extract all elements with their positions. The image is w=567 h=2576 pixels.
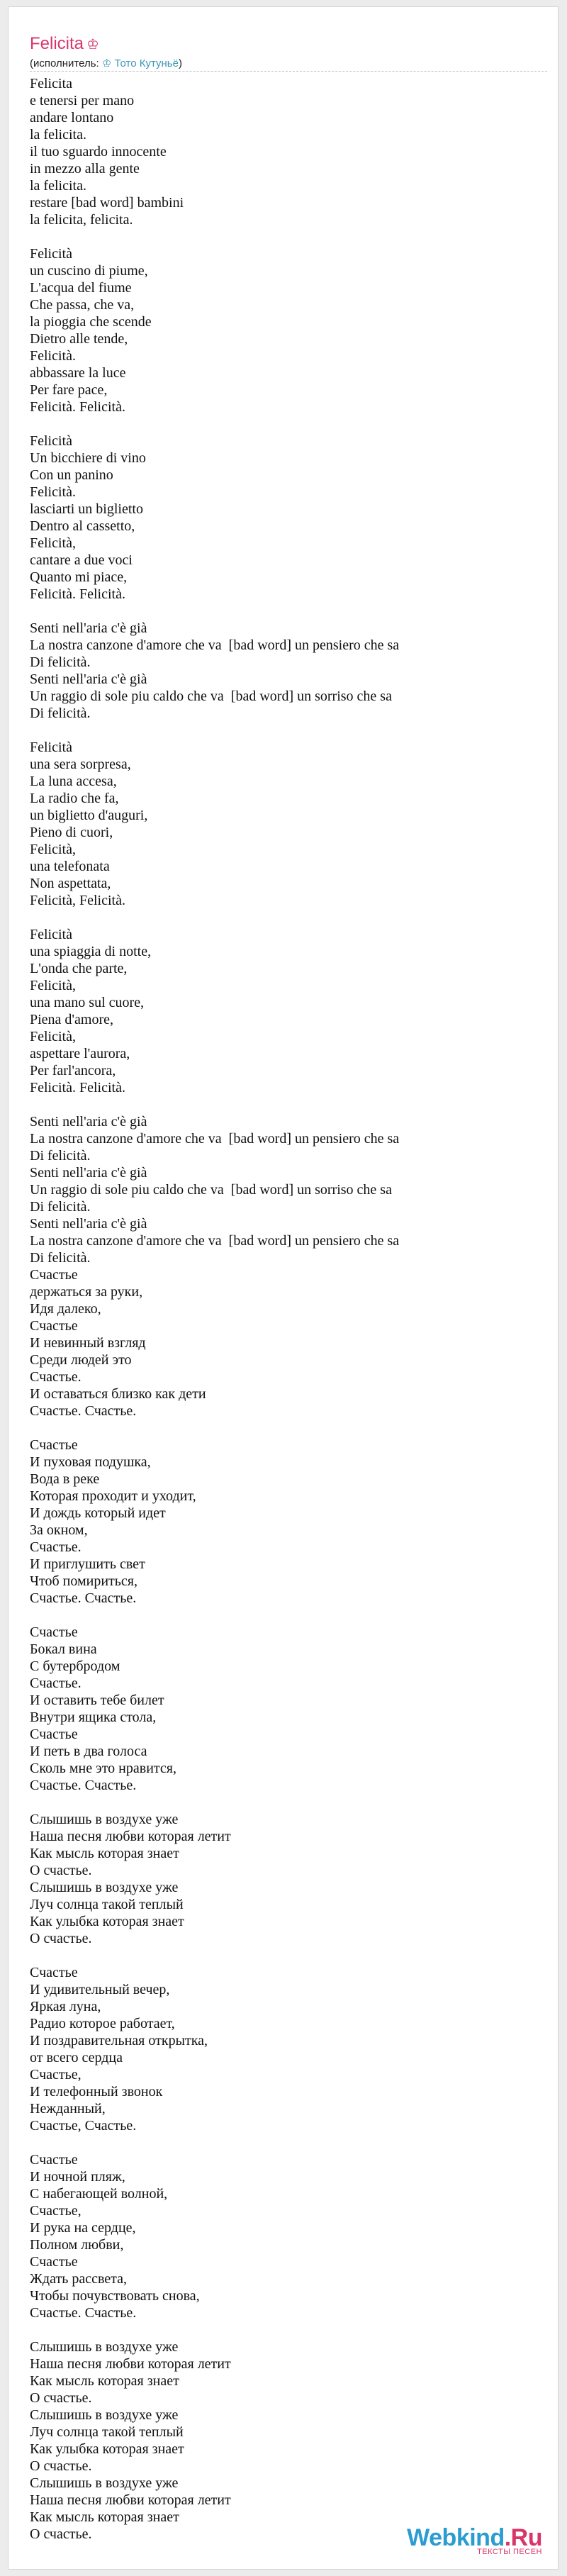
- lyrics-blank-line: [30, 416, 547, 433]
- artist-name: Тото Кутуньё: [114, 57, 179, 69]
- lyrics-line: Счастье,: [30, 2067, 82, 2082]
- artist-line: [30, 57, 547, 72]
- lyrics-line: Счастье. Счастье.: [30, 1403, 137, 1419]
- lyrics-line: Среди людей это: [30, 1352, 132, 1368]
- lyrics-line: Senti nell'aria c'è già: [30, 620, 147, 636]
- lyrics-line: Felicità: [30, 246, 72, 262]
- lyrics-line: И дождь который идет: [30, 1505, 166, 1521]
- lyrics-line: Идя далеко,: [30, 1301, 101, 1317]
- lyrics-line: Как улыбка которая знает: [30, 2441, 184, 2457]
- lyrics-line: И рука на сердце,: [30, 2220, 136, 2236]
- lyrics-line: Яркая луна,: [30, 1999, 101, 2014]
- song-title: [30, 34, 99, 54]
- lyrics-line: Di felicità.: [30, 706, 91, 721]
- lyrics-line: И приглушить свет: [30, 1556, 145, 1572]
- lyrics-line: О счастье.: [30, 2526, 92, 2542]
- lyrics-line: Felicità.: [30, 484, 76, 500]
- logo-brand-main: Webkind: [407, 2524, 505, 2551]
- lyrics-line: Di felicità.: [30, 1148, 91, 1164]
- lyrics-line: una mano sul cuore,: [30, 995, 145, 1010]
- lyrics-line: lasciarti un biglietto: [30, 501, 143, 517]
- lyrics-line: La nostra canzone d'amore che va [bad word] un pensiero che sa: [30, 1233, 400, 1249]
- lyrics-line: Senti nell'aria c'è già: [30, 1114, 147, 1130]
- lyrics-line: Felicità,: [30, 842, 76, 857]
- lyrics-line: И невинный взгляд: [30, 1335, 146, 1351]
- lyrics-line: Счастье.: [30, 1675, 82, 1691]
- lyrics-line: cantare a due voci: [30, 552, 133, 568]
- lyrics-line: Слышишь в воздухе уже: [30, 2407, 179, 2423]
- lyrics-line: Чтобы почувствовать снова,: [30, 2288, 200, 2304]
- lyrics-line: La nostra canzone d'amore che va [bad word] un pensiero che sa: [30, 637, 400, 653]
- lyrics-line: Радио которое работает,: [30, 2016, 175, 2031]
- lyrics-line: Сколь мне это нравится,: [30, 1761, 176, 1776]
- lyrics-line: Счастье.: [30, 1369, 82, 1385]
- lyrics-line: Felicità: [30, 433, 72, 449]
- lyrics-line: Слышишь в воздухе уже: [30, 2475, 179, 2491]
- lyrics-line: Di felicità.: [30, 1250, 91, 1266]
- lyrics-blank-line: [30, 2134, 547, 2151]
- lyrics-line: Felicità: [30, 740, 72, 755]
- lyrics-line: Che passa, che va,: [30, 297, 135, 313]
- lyrics-line: Счастье: [30, 1318, 78, 1334]
- lyrics-line: Un bicchiere di vino: [30, 450, 146, 466]
- lyrics-line: La radio che fa,: [30, 791, 119, 806]
- lyrics-line: la felicita, felicita.: [30, 212, 133, 228]
- lyrics-blank-line: [30, 603, 547, 620]
- lyrics-line: restare [bad word] bambini: [30, 195, 184, 211]
- lyrics-line: Pieno di cuori,: [30, 825, 113, 840]
- lyrics-line: Счастье: [30, 1437, 78, 1453]
- lyrics-blank-line: [30, 1947, 547, 1964]
- lyrics-line: la felicita.: [30, 127, 86, 143]
- lyrics-line: andare lontano: [30, 110, 114, 126]
- lyrics-line: За окном,: [30, 1522, 88, 1538]
- lyrics-blank-line: [30, 1420, 547, 1437]
- lyrics-line: Как мысль которая знает: [30, 2509, 179, 2525]
- lyrics-line: Dietro alle tende,: [30, 331, 128, 347]
- lyrics-line: La luna accesa,: [30, 774, 117, 789]
- lyrics-line: Счастье: [30, 1965, 78, 1980]
- lyrics-line: Felicità. Felicità.: [30, 1080, 125, 1095]
- lyrics-line: Di felicità.: [30, 1199, 91, 1215]
- crown-icon: ♔: [86, 37, 99, 52]
- logo-tagline: ТЕКСТЫ ПЕСЕН: [477, 2548, 542, 2556]
- artist-prefix: (исполнитель:: [30, 57, 102, 69]
- lyrics-line: Слышишь в воздухе уже: [30, 1880, 179, 1895]
- lyrics-line: Которая проходит и уходит,: [30, 1488, 196, 1504]
- lyrics-line: Счастье: [30, 1624, 78, 1640]
- lyrics-line: Con un panino: [30, 467, 113, 483]
- lyrics-line: abbassare la luce: [30, 365, 126, 381]
- song-title-text: Felicita: [30, 34, 84, 53]
- lyrics-line: Как мысль которая знает: [30, 2373, 179, 2389]
- lyrics-line: И поздравительная открытка,: [30, 2033, 208, 2048]
- lyrics-line: Счастье: [30, 1727, 78, 1742]
- lyrics-line: Слышишь в воздухе уже: [30, 2339, 179, 2355]
- lyrics-line: Счастье. Счастье.: [30, 1778, 137, 1793]
- lyrics-line: Felicita: [30, 76, 72, 91]
- lyrics-line: Di felicità.: [30, 654, 91, 670]
- lyrics-line: Как мысль которая знает: [30, 1846, 179, 1861]
- lyrics-line: Счастье.: [30, 1539, 82, 1555]
- lyrics-line: un biglietto d'auguri,: [30, 808, 148, 823]
- lyrics-blank-line: [30, 1607, 547, 1624]
- lyrics-line: la felicita.: [30, 178, 86, 194]
- lyrics-line: Наша песня любви которая летит: [30, 2356, 231, 2372]
- lyrics-line: Слышишь в воздухе уже: [30, 1812, 179, 1827]
- lyrics-line: Внутри ящика стола,: [30, 1710, 157, 1725]
- lyrics-blank-line: [30, 1794, 547, 1811]
- lyrics-line: Felicità,: [30, 535, 76, 551]
- lyrics-line: un cuscino di piume,: [30, 263, 148, 279]
- lyrics-line: Нежданный,: [30, 2101, 106, 2117]
- lyrics-line: Наша песня любви которая летит: [30, 1829, 231, 1844]
- lyrics-line: Per farl'ancora,: [30, 1063, 116, 1078]
- lyrics-line: Un raggio di sole piu caldo che va [bad word] un sorriso che sa: [30, 1182, 392, 1198]
- lyrics-blank-line: [30, 228, 547, 245]
- lyrics-line: Piena d'amore,: [30, 1012, 114, 1027]
- lyrics-text: [30, 75, 547, 2543]
- lyrics-line: И петь в два голоса: [30, 1744, 147, 1759]
- artist-link[interactable]: [102, 57, 179, 69]
- lyrics-line: Senti nell'aria c'è già: [30, 1165, 147, 1181]
- lyrics-line: Наша песня любви которая летит: [30, 2492, 231, 2508]
- lyrics-line: Полном любви,: [30, 2237, 124, 2253]
- lyrics-line: Felicità. Felicità.: [30, 399, 125, 415]
- lyrics-line: Ждать рассвета,: [30, 2271, 128, 2287]
- lyrics-line: И удивительный вечер,: [30, 1982, 170, 1997]
- lyrics-line: Felicità,: [30, 978, 76, 993]
- lyrics-line: una spiaggia di notte,: [30, 944, 152, 959]
- lyrics-blank-line: [30, 909, 547, 926]
- webkind-logo[interactable]: [407, 2524, 542, 2556]
- lyrics-line: Счастье,: [30, 2203, 82, 2219]
- logo-brand-tld: .Ru: [504, 2524, 542, 2551]
- lyrics-line: Senti nell'aria c'è già: [30, 671, 147, 687]
- lyrics-line: Un raggio di sole piu caldo che va [bad word] un sorriso che sa: [30, 688, 392, 704]
- lyrics-line: И оставить тебе билет: [30, 1693, 164, 1708]
- lyrics-line: Как улыбка которая знает: [30, 1914, 184, 1929]
- lyrics-line: Felicità.: [30, 348, 76, 364]
- lyrics-line: О счастье.: [30, 2458, 92, 2474]
- lyrics-line: Felicità: [30, 927, 72, 942]
- lyrics-line: Dentro al cassetto,: [30, 518, 135, 534]
- lyrics-line: in mezzo alla gente: [30, 161, 140, 177]
- lyrics-line: О счастье.: [30, 1931, 92, 1946]
- lyrics-line: Счастье: [30, 1267, 78, 1283]
- artist-suffix: ): [178, 57, 182, 69]
- lyrics-line: Счастье: [30, 2152, 78, 2168]
- lyrics-blank-line: [30, 1096, 547, 1113]
- page-sheet: [8, 6, 558, 2570]
- lyrics-line: Счастье, Счастье.: [30, 2118, 137, 2134]
- lyrics-line: Чтоб помириться,: [30, 1573, 137, 1589]
- lyrics-line: С набегающей волной,: [30, 2186, 168, 2202]
- lyrics-line: una sera sorpresa,: [30, 757, 131, 772]
- lyrics-line: И телефонный звонок: [30, 2084, 163, 2100]
- lyrics-line: e tenersi per mano: [30, 93, 135, 108]
- lyrics-line: Felicità,: [30, 1029, 76, 1044]
- lyrics-line: И ночной пляж,: [30, 2169, 125, 2185]
- crown-small-icon: ♔: [101, 57, 112, 69]
- lyrics-line: Per fare pace,: [30, 382, 108, 398]
- lyrics-line: от всего сердца: [30, 2050, 123, 2065]
- lyrics-line: держаться за руки,: [30, 1284, 143, 1300]
- lyrics-line: Felicità, Felicità.: [30, 893, 125, 908]
- lyrics-line: La nostra canzone d'amore che va [bad word] un pensiero che sa: [30, 1131, 400, 1147]
- lyrics-line: Felicità. Felicità.: [30, 586, 125, 602]
- lyrics-line: Счастье. Счастье.: [30, 1590, 137, 1606]
- lyrics-line: Вода в реке: [30, 1471, 100, 1487]
- lyrics-line: Senti nell'aria c'è già: [30, 1216, 147, 1232]
- lyrics-line: L'onda che parte,: [30, 961, 128, 976]
- lyrics-line: aspettare l'aurora,: [30, 1046, 130, 1061]
- lyrics-line: С бутербродом: [30, 1658, 120, 1674]
- lyrics-line: Луч солнца такой теплый: [30, 1897, 184, 1912]
- lyrics-line: Бокал вина: [30, 1641, 97, 1657]
- lyrics-line: L'acqua del fiume: [30, 280, 132, 296]
- lyrics-line: Quanto mi piace,: [30, 569, 128, 585]
- lyrics-line: И пуховая подушка,: [30, 1454, 151, 1470]
- lyrics-line: la pioggia che scende: [30, 314, 152, 330]
- lyrics-blank-line: [30, 722, 547, 739]
- lyrics-blank-line: [30, 2321, 547, 2338]
- lyrics-line: И оставаться близко как дети: [30, 1386, 206, 1402]
- lyrics-line: il tuo sguardo innocente: [30, 144, 167, 160]
- lyrics-line: О счастье.: [30, 1863, 92, 1878]
- lyrics-line: Счастье. Счастье.: [30, 2305, 137, 2321]
- lyrics-line: una telefonata: [30, 859, 110, 874]
- lyrics-line: Non aspettata,: [30, 876, 111, 891]
- lyrics-line: О счастье.: [30, 2390, 92, 2406]
- lyrics-line: Луч солнца такой теплый: [30, 2424, 184, 2440]
- lyrics-line: Счастье: [30, 2254, 78, 2270]
